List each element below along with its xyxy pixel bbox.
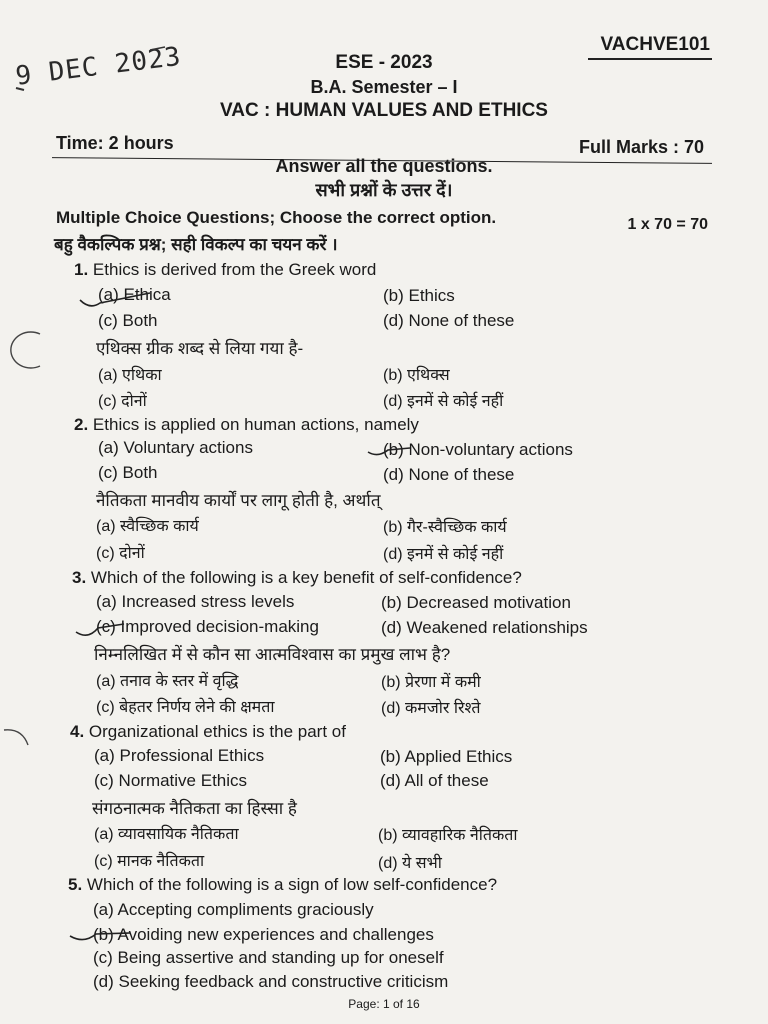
instruction-hindi: सभी प्रश्नों के उत्तर दें। [315,180,453,200]
question-number: 3. [72,568,87,587]
option-c-hindi: (c) मानक नैतिकता [94,853,205,870]
paper-code: VACHVE101 [600,34,710,55]
option-b: (b) Ethics [383,286,455,305]
option-c: (c) Both [98,311,158,330]
section-title-hindi: बहु वैकल्पिक प्रश्न; सही विकल्प का चयन करें । [54,235,338,254]
question-3 [72,568,522,588]
option-d: (d) None of these [383,465,515,484]
option-c: (c) Being assertive and standing up for oneself [93,948,444,967]
option-d: (d) Weakened relationships [381,618,588,637]
option-a: (a) Accepting compliments graciously [93,900,374,919]
option-b-hindi: (b) प्रेरणा में कमी [381,674,481,691]
exam-title: ESE - 2023 [335,52,433,73]
option-b: (b) Applied Ethics [380,747,513,766]
question-text-hindi: निम्नलिखित में से कौन सा आत्मविश्वास का प्रमुख लाभ है? [94,645,451,664]
option-a-hindi: (a) तनाव के स्तर में वृद्धि [96,673,239,690]
question-number: 4. [70,722,85,741]
page-number: Page: 1 of 16 [348,997,420,1011]
option-b: (b) Avoiding new experiences and challenges [93,925,434,944]
date-stamp: 9 DEC 2023 [14,41,183,92]
option-a: (a) Increased stress levels [96,592,295,611]
option-c-hindi: (c) दोनों [98,393,147,410]
option-a: (a) Professional Ethics [94,746,265,765]
full-marks: Full Marks : 70 [578,137,704,157]
question-text: Ethics is applied on human actions, namely [92,415,419,434]
section-marks: 1 x 70 = 70 [627,216,708,233]
question-text: Organizational ethics is the part of [88,722,346,741]
option-c: (c) Improved decision-making [96,617,319,636]
option-d-hindi: (d) कमजोर रिश्ते [381,700,481,717]
question-text: Which of the following is a sign of low self-confidence? [86,875,498,894]
question-number: 1. [74,260,89,279]
option-c-hindi: (c) बेहतर निर्णय लेने की क्षमता [96,699,275,716]
option-d: (d) None of these [383,311,515,330]
question-text-hindi: एथिक्स ग्रीक शब्द से लिया गया है- [96,339,304,358]
question-5 [68,875,497,895]
option-b-hindi: (b) एथिक्स [383,367,450,384]
question-text-hindi: संगठनात्मक नैतिकता का हिस्सा है [92,799,297,818]
margin-mark [4,730,28,745]
question-4 [70,722,346,742]
option-d: (d) Seeking feedback and constructive criticism [93,972,449,991]
instruction-english: Answer all the questions. [275,156,493,176]
option-a: (a) Ethica [98,285,171,304]
option-d-hindi: (d) इनमें से कोई नहीं [383,546,504,563]
option-c: (c) Normative Ethics [94,771,248,790]
option-b-hindi: (b) व्यावहारिक नैतिकता [378,827,518,844]
question-text: Which of the following is a key benefit of self-confidence? [90,568,522,587]
question-number: 2. [74,415,89,434]
option-c-hindi: (c) दोनों [96,545,145,562]
option-a-hindi: (a) एथिका [98,367,162,384]
option-a-hindi: (a) स्वैच्छिक कार्य [96,518,199,535]
option-b: (b) Non-voluntary actions [383,440,573,459]
question-text-hindi: नैतिकता मानवीय कार्यों पर लागू होती है, अर्थात् [96,491,381,510]
option-d-hindi: (d) इनमें से कोई नहीं [383,393,504,410]
option-a-hindi: (a) व्यावसायिक नैतिकता [94,826,239,843]
question-2 [74,415,419,435]
semester-title: B.A. Semester – I [310,77,458,97]
option-b-hindi: (b) गैर-स्वैच्छिक कार्य [383,519,507,536]
option-a: (a) Voluntary actions [98,438,253,457]
option-d: (d) All of these [380,771,489,790]
section-title-english: Multiple Choice Questions; Choose the correct option. [56,208,497,227]
question-1 [74,260,376,280]
option-b: (b) Decreased motivation [381,593,571,612]
question-text: Ethics is derived from the Greek word [92,260,377,279]
question-number: 5. [68,875,83,894]
time-allowed: Time: 2 hours [56,133,174,153]
punch-hole-mark [11,332,40,368]
course-title: VAC : HUMAN VALUES AND ETHICS [220,100,548,121]
option-d-hindi: (d) ये सभी [378,855,442,872]
option-c: (c) Both [98,463,158,482]
